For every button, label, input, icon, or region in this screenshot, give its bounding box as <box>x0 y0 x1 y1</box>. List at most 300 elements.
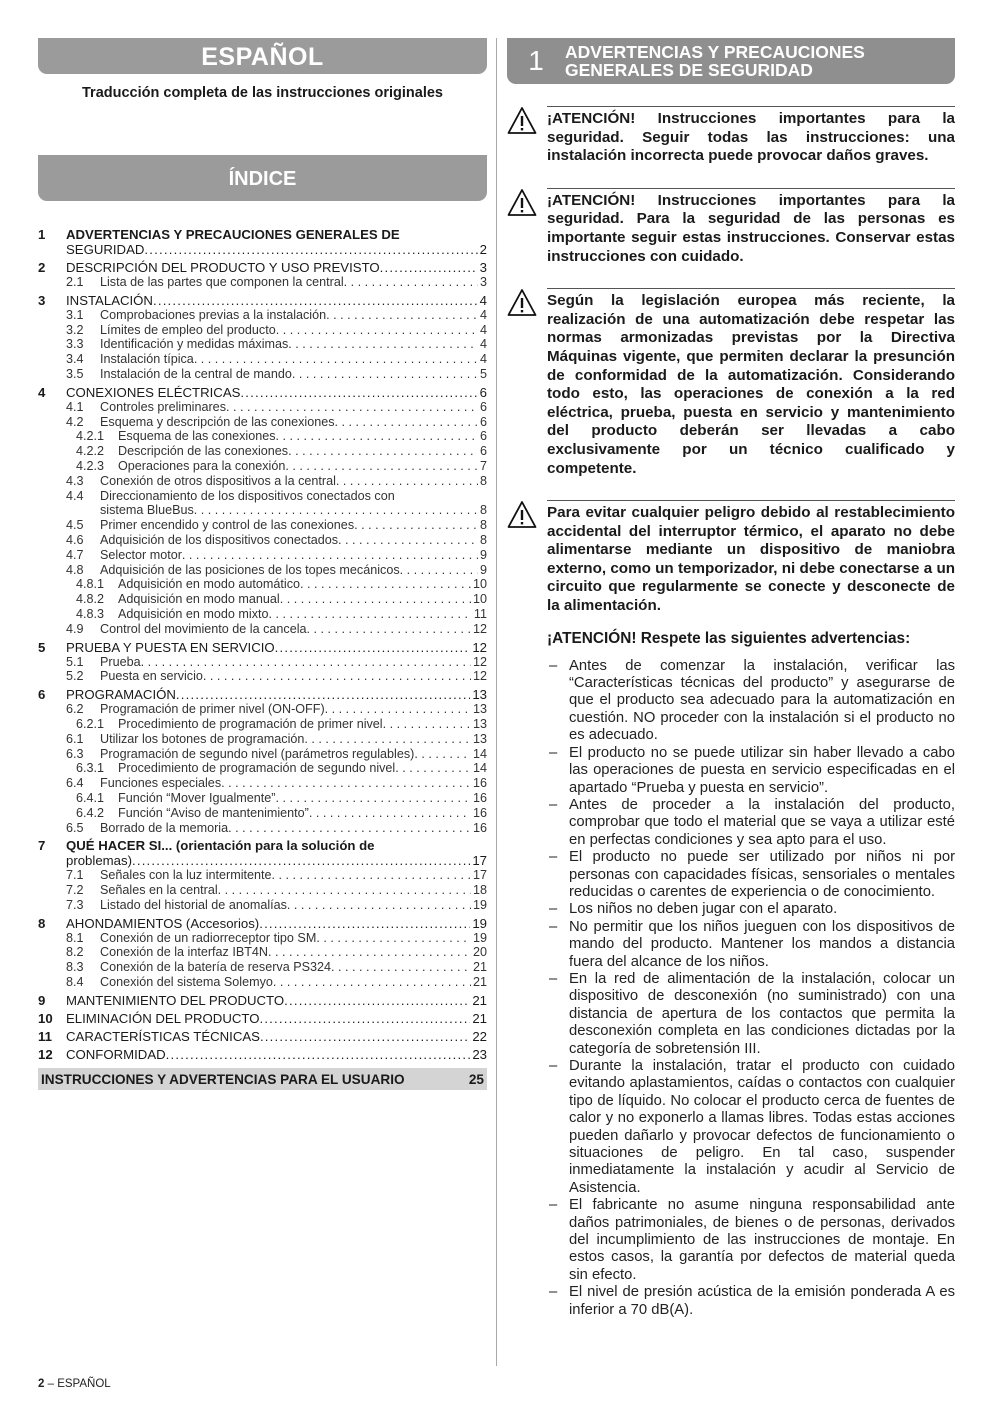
toc-dots <box>395 761 471 776</box>
toc-leader <box>66 916 487 931</box>
toc-page: 20 <box>472 945 487 960</box>
toc-number: 2 <box>38 260 46 275</box>
bullet-text: En la red de alimentación de la instalación, colocar un dispositivo de desconexión (no suministrado) con una distancia de apertura de los contactos que permita la desconexión completa en las condiciones dictadas por la categoría de sobretensión III. <box>569 970 955 1057</box>
toc-subrow <box>38 592 487 607</box>
toc-subnumber: 6.3 <box>66 746 84 761</box>
toc-subrow <box>38 518 487 533</box>
toc-leader <box>66 385 487 400</box>
toc-subentry[interactable] <box>38 931 487 946</box>
toc-page: 12 <box>472 621 487 636</box>
bullet-text: El producto no se puede utilizar sin haber llevado a cabo las operaciones de puesta en servicio especificadas en el apartado “Prueba y puesta en servicio”. <box>569 744 955 796</box>
toc-entry[interactable] <box>38 260 487 290</box>
toc-leader <box>100 548 487 563</box>
toc-page: 13 <box>472 702 487 717</box>
toc-page: 12 <box>472 654 487 669</box>
toc-dots <box>269 607 472 622</box>
toc-page: 16 <box>472 805 487 820</box>
toc-page: 21 <box>472 960 487 975</box>
bullet-text: Durante la instalación, tratar el producto con cuidado evitando aplastamientos, caídas o contactos con cualquier tipo de líquido. No colocar el producto cerca de fuentes de calor y no exponerlo a llamas libres. Todas estas acciones pueden dañarlo y provocar defectos de funcionamiento o situaciones de peligro. En tal caso, suspender inmediatamente la instalación y acudir al Servicio de Asistencia. <box>569 1058 955 1196</box>
toc-leader <box>66 853 487 868</box>
user-instructions-title: INSTRUCCIONES Y ADVERTENCIAS PARA EL USUARIO <box>41 1071 405 1087</box>
toc-subentry[interactable] <box>38 352 487 367</box>
toc-subentry[interactable] <box>38 806 487 821</box>
toc-subentry[interactable] <box>38 592 487 607</box>
toc-row <box>38 1011 487 1026</box>
toc-entry[interactable] <box>38 687 487 835</box>
toc-page: 6 <box>479 429 487 444</box>
toc-page: 9 <box>479 547 487 562</box>
toc-subrow <box>38 474 487 489</box>
toc-dots <box>273 975 471 990</box>
bullet-text: El producto no puede ser utilizado por niños ni por personas con capacidades físicas, sensoriales o mentales reducidas o carentes de experiencia o de conocimiento. <box>569 849 955 900</box>
toc-leader <box>66 687 487 702</box>
toc-row <box>38 1047 487 1062</box>
toc-subnumber: 8.3 <box>66 960 84 975</box>
toc-subrow <box>38 883 487 898</box>
toc-subrow <box>38 622 487 637</box>
toc-subentry[interactable] <box>38 791 487 806</box>
toc-subentry[interactable] <box>38 444 487 459</box>
toc-leader <box>118 444 487 459</box>
toc-dots <box>292 367 478 382</box>
toc-dots <box>260 1029 470 1044</box>
toc-number <box>38 242 66 257</box>
bullet-dash: – <box>549 970 558 987</box>
toc-leader <box>100 563 487 578</box>
toc-title: Señales con la luz intermitente <box>100 868 272 883</box>
toc-subentry[interactable] <box>38 868 487 883</box>
toc-subrow <box>38 607 487 622</box>
toc-subnumber: 7.2 <box>66 883 84 898</box>
toc-row <box>38 227 487 242</box>
warning-text: ¡ATENCIÓN! Instrucciones importantes para la seguridad. Para la seguridad de las personas es importante seguir estas instrucciones. Conservar estas instrucciones con cuidado. <box>547 188 955 266</box>
toc-page: 21 <box>472 1010 487 1026</box>
toc-subrow <box>38 415 487 430</box>
toc-title: Listado del historial de anomalías <box>100 897 287 912</box>
toc-title: Programación de segundo nivel (parámetros regulables) <box>100 746 415 761</box>
toc-title: Primer encendido y control de las conexiones <box>100 518 355 533</box>
toc-title: PROGRAMACIÓN <box>66 687 176 703</box>
toc-number: 3 <box>38 292 46 308</box>
toc-leader <box>66 640 487 655</box>
toc-dots <box>182 548 478 563</box>
attention-title: ¡ATENCIÓN! Respete las siguientes advertencias: <box>547 629 911 647</box>
toc-dots <box>288 337 478 352</box>
toc-title: Adquisición de los dispositivos conectados <box>100 532 339 547</box>
toc-page: 21 <box>472 975 487 990</box>
toc-subentry[interactable] <box>38 732 487 747</box>
toc-leader <box>100 821 487 836</box>
toc-title: DESCRIPCIÓN DEL PRODUCTO Y USO PREVISTO <box>66 260 380 275</box>
toc-subrow <box>38 747 487 762</box>
toc-subrow <box>38 337 487 352</box>
toc-page: 8 <box>479 503 487 518</box>
toc-leader <box>100 655 487 670</box>
toc-subrow <box>38 806 487 821</box>
footer-separator: – <box>44 1378 58 1390</box>
toc-subrow <box>38 761 487 776</box>
toc-title: QUÉ HACER SI... (orientación para la solución de <box>66 838 375 854</box>
toc-subentry[interactable] <box>38 518 487 533</box>
toc-title: Esquema de las conexiones <box>118 429 276 444</box>
toc-title: Utilizar los botones de programación <box>100 731 305 746</box>
toc-page: 9 <box>479 562 487 577</box>
toc-page: 12 <box>472 669 487 684</box>
user-instructions-page: 25 <box>468 1071 484 1087</box>
subtitle: Traducción completa de las instrucciones originales <box>82 85 443 101</box>
toc-subrow <box>38 717 487 732</box>
toc-row <box>38 640 487 655</box>
toc-page: 7 <box>479 458 487 473</box>
toc-row <box>38 687 487 702</box>
list-item <box>547 745 955 797</box>
toc-leader <box>100 868 487 883</box>
bullet-dash: – <box>549 1284 558 1301</box>
toc-subnumber: 4.1 <box>66 399 84 414</box>
toc-number: 7 <box>38 838 46 854</box>
toc-leader <box>118 791 487 806</box>
warning-triangle-icon <box>507 188 547 266</box>
toc-subentry[interactable] <box>38 945 487 960</box>
toc-subentry[interactable] <box>38 308 487 323</box>
warning-triangle-icon <box>507 106 547 166</box>
toc-subrow <box>38 931 487 946</box>
toc-subnumber: 3.3 <box>66 337 84 352</box>
toc-page: 3 <box>479 275 487 289</box>
toc-subentry[interactable] <box>38 489 487 519</box>
toc-entry[interactable] <box>38 916 487 990</box>
toc-leader <box>66 293 487 308</box>
toc-title: Selector motor <box>100 547 182 562</box>
toc-dots <box>153 293 478 308</box>
toc-subnumber: 6.3.1 <box>76 761 105 776</box>
toc-subrow <box>38 821 487 836</box>
toc-subentry[interactable] <box>38 821 487 836</box>
toc-title: Función “Aviso de mantenimiento” <box>118 805 309 820</box>
toc-leader <box>100 518 487 533</box>
list-item <box>547 849 955 901</box>
toc-subnumber: 2.1 <box>66 275 84 289</box>
toc-dots <box>218 883 471 898</box>
toc-subnumber: 3.5 <box>66 366 84 381</box>
toc-dots <box>338 533 478 548</box>
toc-subnumber: 4.5 <box>66 518 84 533</box>
toc-subentry[interactable] <box>38 669 487 684</box>
toc-entry[interactable] <box>38 385 487 637</box>
toc-title: Identificación y medidas máximas <box>100 337 289 352</box>
toc-page: 17 <box>472 853 487 869</box>
bullet-dash: – <box>549 796 558 813</box>
bullet-dash: – <box>549 901 558 918</box>
bullet-dash: – <box>549 657 558 674</box>
toc-dots <box>132 853 470 868</box>
toc-subnumber: 4.6 <box>66 532 84 547</box>
toc-subentry[interactable] <box>38 323 487 338</box>
toc-leader <box>100 400 487 415</box>
toc-dots <box>194 503 478 518</box>
toc-leader <box>118 761 487 776</box>
toc-dots <box>344 275 478 290</box>
toc-dots <box>141 655 471 670</box>
toc-number: 9 <box>38 992 46 1008</box>
toc-entry[interactable] <box>38 293 487 382</box>
toc-entry[interactable] <box>38 993 487 1008</box>
toc-subnumber: 8.1 <box>66 930 84 945</box>
toc-number: 8 <box>38 915 46 931</box>
toc-title: Conexión del sistema Solemyo <box>100 975 273 990</box>
toc-subnumber: 8.4 <box>66 975 84 990</box>
toc-dots <box>300 577 471 592</box>
toc-dots <box>284 993 470 1008</box>
toc-leader <box>118 429 487 444</box>
toc-leader <box>100 533 487 548</box>
toc-subnumber: 4.8 <box>66 562 84 577</box>
language-banner: ESPAÑOL <box>38 38 487 74</box>
user-instructions-entry[interactable] <box>38 1068 487 1090</box>
toc-page: 10 <box>472 577 487 592</box>
toc-subrow <box>38 308 487 323</box>
toc-subnumber: 6.1 <box>66 731 84 746</box>
toc-subrow <box>38 669 487 684</box>
warning-block <box>507 500 955 616</box>
toc-dots <box>400 563 478 578</box>
toc-subentry[interactable] <box>38 655 487 670</box>
warning-triangle-icon <box>507 500 547 616</box>
toc-subentry[interactable] <box>38 577 487 592</box>
toc-subentry[interactable] <box>38 459 487 474</box>
warning-block <box>507 188 955 266</box>
toc-dots <box>226 400 478 415</box>
toc-subentry[interactable] <box>38 275 487 290</box>
table-of-contents <box>38 227 487 1062</box>
toc-entry[interactable] <box>38 640 487 685</box>
toc-leader <box>118 459 487 474</box>
toc-dots <box>240 385 477 400</box>
toc-entry[interactable] <box>38 227 487 257</box>
list-item <box>547 1058 955 1197</box>
toc-subentry[interactable] <box>38 717 487 732</box>
toc-subnumber: 7.1 <box>66 868 84 883</box>
toc-number: 6 <box>38 687 46 703</box>
toc-dots <box>285 459 478 474</box>
toc-entry[interactable] <box>38 1011 487 1026</box>
toc-subentry[interactable] <box>38 607 487 622</box>
toc-title: Puesta en servicio <box>100 669 203 684</box>
toc-subrow <box>38 400 487 415</box>
toc-subnumber: 4.4 <box>66 488 84 503</box>
toc-subentry[interactable] <box>38 960 487 975</box>
right-column <box>507 38 955 1319</box>
toc-subrow <box>38 533 487 548</box>
toc-title: Instalación típica <box>100 352 194 367</box>
warning-triangle-icon <box>507 288 547 478</box>
toc-title: INSTALACIÓN <box>66 292 153 308</box>
warning-text: ¡ATENCIÓN! Instrucciones importantes para la seguridad. Seguir todas las instrucciones: una instalación incorrecta puede provocar daños graves. <box>547 106 955 166</box>
toc-subentry[interactable] <box>38 415 487 430</box>
toc-leader <box>100 308 487 323</box>
toc-title: MANTENIMIENTO DEL PRODUCTO <box>66 992 285 1008</box>
toc-subnumber: 3.4 <box>66 352 84 367</box>
toc-leader <box>100 931 487 946</box>
toc-subentry[interactable] <box>38 747 487 762</box>
toc-dots <box>383 717 471 732</box>
toc-subentry[interactable] <box>38 337 487 352</box>
toc-leader <box>100 702 487 717</box>
toc-title: CONEXIONES ELÉCTRICAS <box>66 384 241 400</box>
list-item <box>547 658 955 745</box>
toc-entry[interactable] <box>38 838 487 912</box>
toc-entry[interactable] <box>38 1029 487 1044</box>
toc-page: 3 <box>479 260 487 275</box>
toc-number: 5 <box>38 639 46 655</box>
toc-subnumber: 6.2 <box>66 702 84 717</box>
toc-subrow <box>38 275 487 290</box>
warning-block <box>507 106 955 166</box>
toc-dots <box>272 868 471 883</box>
toc-page: 8 <box>479 518 487 533</box>
toc-leader <box>100 898 487 913</box>
toc-leader <box>100 474 487 489</box>
toc-dots <box>307 622 471 637</box>
toc-title: Comprobaciones previas a la instalación <box>100 307 327 322</box>
toc-subrow <box>38 945 487 960</box>
advice-list <box>547 658 955 1319</box>
toc-page: 14 <box>472 761 487 776</box>
toc-leader <box>118 607 487 622</box>
toc-subentry[interactable] <box>38 548 487 563</box>
toc-row <box>38 1029 487 1044</box>
toc-subentry[interactable] <box>38 533 487 548</box>
toc-leader <box>100 367 487 382</box>
toc-dots <box>354 518 478 533</box>
toc-title: Control del movimiento de la cancela <box>100 621 307 636</box>
toc-page: 6 <box>479 399 487 414</box>
toc-leader <box>100 975 487 990</box>
toc-subrow <box>38 732 487 747</box>
toc-title: Procedimiento de programación de primer nivel <box>118 716 383 731</box>
toc-page: 5 <box>479 366 487 381</box>
toc-subnumber: 3.2 <box>66 322 84 337</box>
toc-subentry[interactable] <box>38 367 487 382</box>
toc-row <box>38 260 487 275</box>
page-footer <box>38 1378 111 1390</box>
toc-dots <box>380 260 478 275</box>
toc-subentry[interactable] <box>38 622 487 637</box>
toc-leader <box>66 242 487 257</box>
list-item <box>547 1197 955 1284</box>
toc-subrow <box>38 868 487 883</box>
index-banner: ÍNDICE <box>38 155 487 201</box>
warnings-list <box>507 106 955 616</box>
toc-subentry[interactable] <box>38 474 487 489</box>
toc-row <box>38 242 487 257</box>
toc-subnumber: 6.4 <box>66 776 84 791</box>
toc-dots <box>228 821 471 836</box>
toc-subtitle: Direccionamiento de los dispositivos conectados con <box>100 488 395 503</box>
toc-title: Procedimiento de programación de segundo nivel <box>118 761 396 776</box>
toc-leader <box>66 260 487 275</box>
toc-leader <box>100 323 487 338</box>
toc-subnumber: 4.7 <box>66 547 84 562</box>
toc-leader <box>118 592 487 607</box>
toc-dots <box>304 732 471 747</box>
toc-dots <box>166 1047 471 1062</box>
toc-page: 17 <box>472 868 487 883</box>
toc-subnumber: 4.2.3 <box>76 458 105 473</box>
toc-dots <box>194 352 478 367</box>
toc-subnumber: 4.2 <box>66 414 84 429</box>
toc-leader <box>100 883 487 898</box>
toc-subentry[interactable] <box>38 776 487 791</box>
toc-subentry[interactable] <box>38 761 487 776</box>
toc-subnumber: 4.8.1 <box>76 577 105 592</box>
toc-title: CONFORMIDAD <box>66 1046 166 1062</box>
toc-entry[interactable] <box>38 1047 487 1062</box>
toc-subentry[interactable] <box>38 883 487 898</box>
toc-title: sistema BlueBus <box>100 503 194 518</box>
toc-subentry[interactable] <box>38 400 487 415</box>
toc-page: 4 <box>479 337 487 352</box>
toc-title: Función “Mover Igualmente” <box>118 790 276 805</box>
toc-leader <box>100 747 487 762</box>
toc-dots <box>259 916 470 931</box>
toc-subrow <box>38 503 487 518</box>
footer-label: ESPAÑOL <box>57 1378 111 1390</box>
toc-number <box>38 853 66 868</box>
toc-number: 12 <box>38 1046 53 1062</box>
toc-subentry[interactable] <box>38 898 487 913</box>
bullet-dash: – <box>549 744 558 761</box>
toc-subnumber: 4.2.2 <box>76 444 105 459</box>
toc-number: 10 <box>38 1010 53 1026</box>
toc-leader <box>100 622 487 637</box>
page-number: 2 <box>38 1378 45 1390</box>
toc-dots <box>331 960 471 975</box>
toc-subrow <box>38 548 487 563</box>
toc-page: 16 <box>472 820 487 835</box>
toc-subentry[interactable] <box>38 563 487 578</box>
toc-subrow <box>38 352 487 367</box>
toc-title: Adquisición en modo automático <box>118 577 301 592</box>
section-title <box>565 43 865 79</box>
bullet-dash: – <box>549 918 558 935</box>
toc-page: 6 <box>479 384 487 400</box>
toc-title: SEGURIDAD <box>66 242 145 257</box>
bullet-text: El nivel de presión acústica de la emisión ponderada A es inferior a 70 dB(A). <box>569 1284 955 1318</box>
toc-page: 2 <box>479 242 487 257</box>
toc-page: 4 <box>479 352 487 367</box>
toc-subentry[interactable] <box>38 975 487 990</box>
toc-leader <box>100 503 487 518</box>
bullet-text: Antes de proceder a la instalación del producto, comprobar que todo el material que se vaya a utilizar esté en perfectas condiciones y sea apto para el uso. <box>569 796 955 848</box>
toc-row <box>38 853 487 868</box>
toc-dots <box>325 702 471 717</box>
toc-dots <box>276 323 478 338</box>
toc-leader <box>100 669 487 684</box>
toc-page: 23 <box>472 1046 487 1062</box>
toc-subrow <box>38 444 487 459</box>
toc-subentry[interactable] <box>38 429 487 444</box>
toc-page: 16 <box>472 790 487 805</box>
toc-page: 4 <box>479 307 487 322</box>
toc-title: Instalación de la central de mando <box>100 366 292 381</box>
toc-dots <box>203 669 471 684</box>
toc-subnumber: 8.2 <box>66 945 84 960</box>
toc-title: ELIMINACIÓN DEL PRODUCTO <box>66 1010 260 1026</box>
toc-subentry[interactable] <box>38 702 487 717</box>
toc-row <box>38 993 487 1008</box>
bullet-dash: – <box>549 1058 558 1074</box>
